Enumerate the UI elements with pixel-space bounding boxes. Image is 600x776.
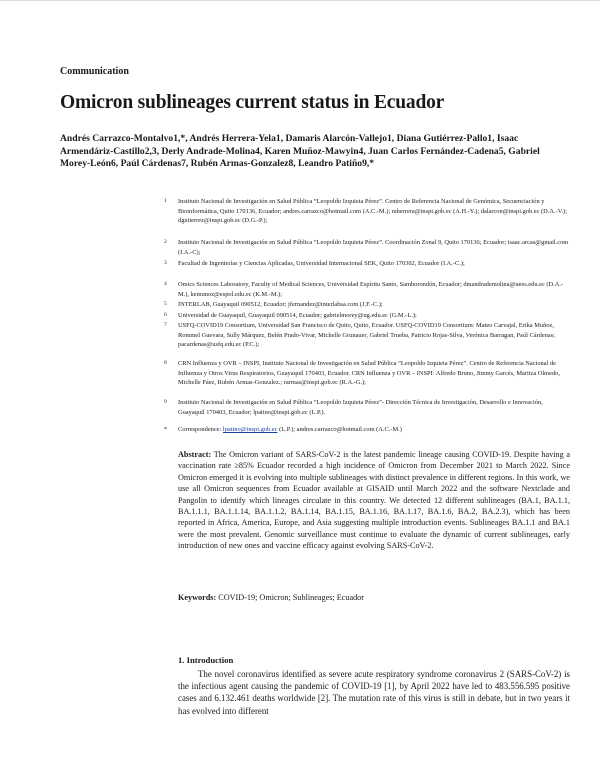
correspondence-line bbox=[164, 426, 570, 433]
correspondence-email-link[interactable]: lpatino@inspi.gob.ec bbox=[222, 426, 278, 433]
affiliation-6 bbox=[164, 311, 570, 321]
affiliation-number: 7 bbox=[164, 322, 167, 328]
keywords-label: Keywords: bbox=[178, 593, 217, 602]
affiliation-number: 4 bbox=[164, 281, 167, 287]
affiliation-text: Universidad de Guayaquil, Guayaquil 090514, Ecuador; gabrielmorey@ug.edu.ec (G.M.-L.); bbox=[178, 312, 417, 319]
affiliation-text: CRN Influenza y OVR – INSPI, Instituto Nacional de Investigación en Salud Pública “Leopoldo Izquieta Pérez”. Centro de Referencia Nacional de Influenza y Otros Virus Respiratorios, Guayaquil 170403, Ecuador. CRN Influenza y OVR – INSPI: Alfredo Bruno, Jimmy Garcés, Maritza Olmedo, Michelle Páez, Rubén Armas-Gonzalez.; rarmas@inspi.gob.ec (R.A.-G.); bbox=[178, 360, 560, 387]
affiliation-text: Instituto Nacional de Investigación en Salud Pública “Leopoldo Izquieta Pérez”. Coordinación Zonal 9, Quito 170136; Ecuador; isaac.arcas@gmail.com (I.A.-C); bbox=[178, 239, 569, 256]
affiliation-text: Instituto Nacional de Investigación en Salud Pública “Leopoldo Izquieta Pérez”. Centro de Referencia Nacional de Genómica, Secuenciación y Bioinformática, Quito 170136, Ecuador; andres.carrazco@hotmail.com (A.C.-M.); mherrera@inspi.gob.ec (A.H.-Y.); dalarcon@inspi.gob.ec (D.A.-V.); dgutierrez@inspi.gob.ec (D.G.-P.); bbox=[178, 198, 568, 225]
section-heading-introduction: 1. Introduction bbox=[178, 655, 234, 665]
abstract-text: The Omicron variant of SARS-CoV-2 is the latest pandemic lineage causing COVID-19. Despite having a vaccination rate ≥85% Ecuador recorded a high incidence of Omicron from December 2021 to March 2022. Since Omicron emerged it is evolving into multiple sublineages with distinct prevalence in different regions. In this work, we use all Omicron sequences from Ecuador available at GISAID until March 2022 and the software Nextclade and Pangolin to identify which lineages circulate in this country. We detected 12 different sublineages (BA.1, BA.1.1, BA.1.1.1, BA.1.1.14, BA.1.1.2, BA.1.14, BA.1.15, BA.1.16, BA.1.17, BA.1.6, BA.2, BA.2.3), which has been reported in Africa, America, Europe, and Asia suggesting multiple introduction events. Sublineages BA.1.1 and BA.1 were the most prevalent. Genomic surveillance must continue to evaluate the dynamic of current sublineages, early introduction of new ones and vaccine efficacy against evolving SARS-CoV-2. bbox=[178, 450, 570, 551]
keywords bbox=[178, 593, 570, 602]
affiliation-text: INTERLAB, Guayaquil 090512, Ecuador; jfernandez@interlabsa.com (J.F.-C.); bbox=[178, 301, 383, 308]
affiliation-text: Instituto Nacional de Investigación en Salud Pública “Leopoldo Izquieta Pérez”- Dirección Técnica de Investigación, Desarrollo e Innovación, Guayaquil 170403, Ecuador; lpatino@inspi.gob.ec (L.P.). bbox=[178, 399, 543, 416]
affiliation-number: 1 bbox=[164, 198, 167, 204]
abstract bbox=[178, 449, 570, 552]
correspondence-label: Correspondence: bbox=[178, 426, 222, 433]
affiliation-text: USFQ-COVID19 Consortium, Universidad San Francisco de Quito, Quito, Ecuador. USFQ-COVID19 Consortium: Mateo Carvajal, Erika Muñoz, Rommel Guevara, Sully Márquez, Belén Prado-Vivar, Michelle Grunauer, Gabriel Trueba, Patricio Rojas-Silva, Verónica Barragan, Paúl Cárdenas; pacardenas@usfq.edu.ec (P.C.); bbox=[178, 322, 555, 349]
affiliation-number: 8 bbox=[164, 360, 167, 366]
correspondence-details: (L.P.); andres.carrazco@hotmail.com (A.C.-M.) bbox=[279, 426, 402, 433]
affiliation-1 bbox=[164, 197, 570, 226]
affiliation-4 bbox=[164, 280, 570, 299]
article-type-label: Communication bbox=[60, 66, 129, 77]
affiliation-number: 2 bbox=[164, 239, 167, 245]
affiliation-number: 3 bbox=[164, 260, 167, 266]
top-rule bbox=[0, 0, 600, 1]
affiliation-3 bbox=[164, 259, 570, 269]
affiliation-text: Facultad de Ingenierías y Ciencias Aplicadas, Universidad Internacional SEK, Quito 170302, Ecuador (I.A.-C.); bbox=[178, 260, 465, 267]
affiliation-5 bbox=[164, 300, 570, 310]
affiliation-text: Omics Sciences Laboratory, Faculty of Medical Sciences, Universidad Espíritu Santo, Samborondón, Ecuador; dmandrademolina@uees.edu.ec (D.A.-M.), kemunoz@espol.edu.ec (K.M.-M.); bbox=[178, 281, 564, 298]
affiliation-number: 5 bbox=[164, 301, 167, 307]
author-list: Andrés Carrazco-Montalvo1,*, Andrés Herrera-Yela1, Damaris Alarcón-Vallejo1, Diana Gutiérrez-Pallo1, Isaac Armendáriz-Castillo2,3, Derly Andrade-Molina4, Karen Muñoz-Mawyin4, Juan Carlos Fernández-Cadena5, Gabriel Morey-León6, Paúl Cárdenas7, Rubén Armas-Gonzalez8, Leandro Patiño9,* bbox=[60, 133, 540, 169]
keywords-text: COVID-19; Omicron; Sublineages; Ecuador bbox=[218, 593, 365, 602]
abstract-label: Abstract: bbox=[178, 450, 212, 459]
correspondence-marker: * bbox=[164, 426, 168, 433]
affiliation-number: 6 bbox=[164, 312, 167, 318]
affiliation-8 bbox=[164, 359, 570, 388]
affiliation-2 bbox=[164, 238, 570, 257]
affiliation-7 bbox=[164, 321, 570, 350]
affiliation-9 bbox=[164, 398, 570, 417]
affiliation-number: 9 bbox=[164, 399, 167, 405]
introduction-paragraph: The novel coronavirus identified as severe acute respiratory syndrome coronavirus 2 (SARS-CoV-2) is the infectious agent causing the pandemic of COVID-19 [1], by April 2022 have led to 483.556.595 positive cases and 6.132.461 deaths worldwide [2]. The mutation rate of this virus is still in debate, but in two years it has evolved into different bbox=[178, 669, 570, 716]
paper-title: Omicron sublineages current status in Ecuador bbox=[60, 92, 445, 113]
